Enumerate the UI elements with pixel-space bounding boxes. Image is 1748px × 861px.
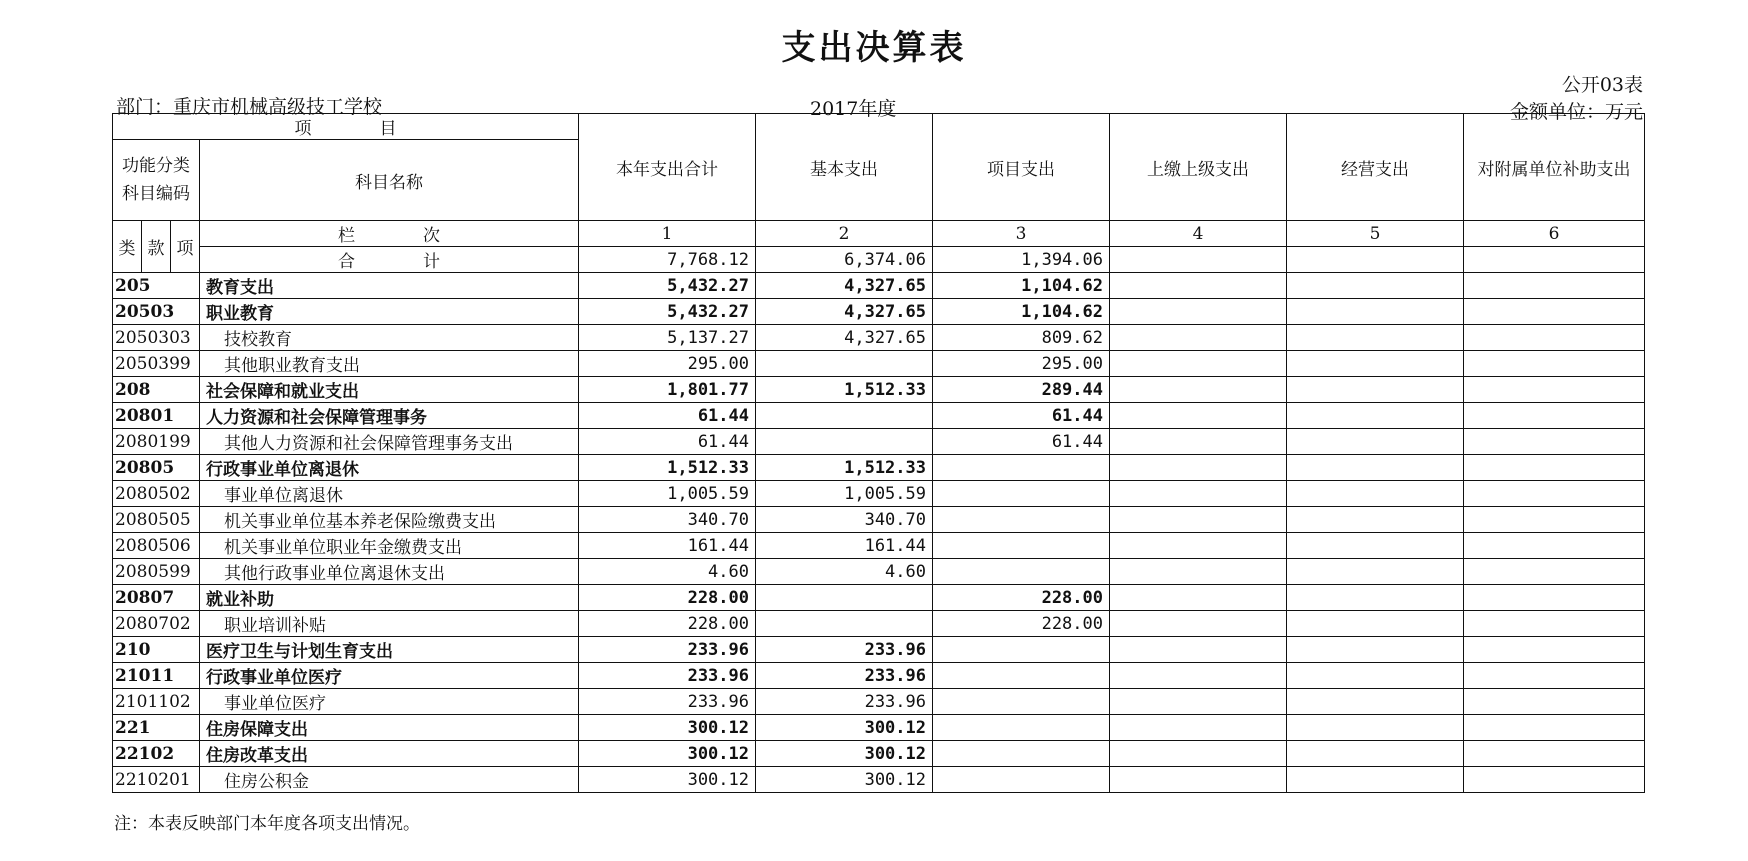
row-code: 2080506 — [113, 533, 200, 559]
row-business — [1287, 325, 1464, 351]
row-code: 2210201 — [113, 767, 200, 793]
row-business — [1287, 455, 1464, 481]
form-number: 公开03表 — [1561, 74, 1643, 96]
lei-header: 类 — [113, 221, 142, 273]
row-total: 340.70 — [579, 507, 756, 533]
row-total: 228.00 — [579, 611, 756, 637]
department-label: 部门：重庆市机械高级技工学校 — [116, 96, 383, 118]
row-total: 161.44 — [579, 533, 756, 559]
row-upper — [1110, 741, 1287, 767]
row-business — [1287, 533, 1464, 559]
row-subsidiary — [1464, 767, 1645, 793]
row-basic: 233.96 — [756, 637, 933, 663]
row-business — [1287, 611, 1464, 637]
row-code: 20805 — [113, 455, 200, 481]
row-subsidiary — [1464, 429, 1645, 455]
col-header-upper: 上缴上级支出 — [1110, 114, 1287, 221]
row-total: 1,801.77 — [579, 377, 756, 403]
row-code: 2080199 — [113, 429, 200, 455]
row-business — [1287, 663, 1464, 689]
row-business — [1287, 559, 1464, 585]
row-subsidiary — [1464, 663, 1645, 689]
col-num-5: 5 — [1287, 221, 1464, 247]
row-subsidiary — [1464, 637, 1645, 663]
lanci-header: 栏 次 — [200, 221, 579, 247]
row-code: 20801 — [113, 403, 200, 429]
row-business — [1287, 767, 1464, 793]
row-code: 2080702 — [113, 611, 200, 637]
row-upper — [1110, 637, 1287, 663]
row-name: 其他职业教育支出 — [200, 351, 579, 377]
row-total: 1,005.59 — [579, 481, 756, 507]
col-num-3: 3 — [933, 221, 1110, 247]
row-upper — [1110, 533, 1287, 559]
row-name: 住房保障支出 — [200, 715, 579, 741]
row-subsidiary — [1464, 403, 1645, 429]
total-upper — [1110, 247, 1287, 273]
row-name: 住房改革支出 — [200, 741, 579, 767]
table-row — [113, 325, 1645, 351]
row-code: 2080505 — [113, 507, 200, 533]
row-name: 其他行政事业单位离退休支出 — [200, 559, 579, 585]
row-name: 事业单位医疗 — [200, 689, 579, 715]
row-upper — [1110, 507, 1287, 533]
col-header-total: 本年支出合计 — [579, 114, 756, 221]
row-basic — [756, 611, 933, 637]
row-subsidiary — [1464, 377, 1645, 403]
row-upper — [1110, 715, 1287, 741]
row-subsidiary — [1464, 689, 1645, 715]
row-business — [1287, 273, 1464, 299]
table-row — [113, 481, 1645, 507]
row-basic — [756, 351, 933, 377]
table-row — [113, 559, 1645, 585]
row-subsidiary — [1464, 481, 1645, 507]
row-basic: 161.44 — [756, 533, 933, 559]
row-business — [1287, 403, 1464, 429]
col-num-4: 4 — [1110, 221, 1287, 247]
row-project — [933, 663, 1110, 689]
row-name: 职业教育 — [200, 299, 579, 325]
row-project: 228.00 — [933, 611, 1110, 637]
table-row — [113, 637, 1645, 663]
row-subsidiary — [1464, 585, 1645, 611]
row-subsidiary — [1464, 351, 1645, 377]
code-header-line1: 功能分类 — [122, 156, 190, 176]
row-business — [1287, 585, 1464, 611]
row-basic: 300.12 — [756, 715, 933, 741]
row-total: 5,432.27 — [579, 273, 756, 299]
col-header-basic: 基本支出 — [756, 114, 933, 221]
col-num-2: 2 — [756, 221, 933, 247]
row-project — [933, 689, 1110, 715]
row-upper — [1110, 767, 1287, 793]
row-project — [933, 715, 1110, 741]
row-name: 行政事业单位离退休 — [200, 455, 579, 481]
row-business — [1287, 299, 1464, 325]
year-label: 2017年度 — [810, 98, 897, 120]
row-code: 205 — [113, 273, 200, 299]
row-code: 2080599 — [113, 559, 200, 585]
row-project — [933, 507, 1110, 533]
row-upper — [1110, 481, 1287, 507]
row-basic: 4.60 — [756, 559, 933, 585]
row-upper — [1110, 585, 1287, 611]
expenditure-table — [112, 113, 1645, 793]
table-row — [113, 533, 1645, 559]
table-row — [113, 507, 1645, 533]
row-code: 208 — [113, 377, 200, 403]
total-business — [1287, 247, 1464, 273]
row-name: 职业培训补贴 — [200, 611, 579, 637]
item-header: 项 目 — [113, 114, 579, 140]
row-basic — [756, 403, 933, 429]
row-project: 61.44 — [933, 403, 1110, 429]
row-project — [933, 559, 1110, 585]
row-basic: 300.12 — [756, 767, 933, 793]
row-name: 社会保障和就业支出 — [200, 377, 579, 403]
table-row — [113, 689, 1645, 715]
row-total: 228.00 — [579, 585, 756, 611]
row-total: 300.12 — [579, 715, 756, 741]
row-subsidiary — [1464, 299, 1645, 325]
row-name: 事业单位离退休 — [200, 481, 579, 507]
row-project — [933, 533, 1110, 559]
row-project: 289.44 — [933, 377, 1110, 403]
row-code: 210 — [113, 637, 200, 663]
row-name: 教育支出 — [200, 273, 579, 299]
row-project: 228.00 — [933, 585, 1110, 611]
table-row — [113, 351, 1645, 377]
row-business — [1287, 377, 1464, 403]
kuan-header: 款 — [142, 221, 171, 273]
row-upper — [1110, 559, 1287, 585]
table-row — [113, 741, 1645, 767]
total-row — [113, 247, 1645, 273]
row-total: 61.44 — [579, 403, 756, 429]
footnote: 注：本表反映部门本年度各项支出情况。 — [114, 814, 420, 834]
row-subsidiary — [1464, 455, 1645, 481]
row-code: 22102 — [113, 741, 200, 767]
row-name: 行政事业单位医疗 — [200, 663, 579, 689]
col-header-business: 经营支出 — [1287, 114, 1464, 221]
total-project: 1,394.06 — [933, 247, 1110, 273]
row-subsidiary — [1464, 741, 1645, 767]
row-project — [933, 455, 1110, 481]
row-business — [1287, 481, 1464, 507]
col-num-1: 1 — [579, 221, 756, 247]
row-name: 其他人力资源和社会保障管理事务支出 — [200, 429, 579, 455]
row-project — [933, 767, 1110, 793]
amount-unit-label: 金额单位：万元 — [1509, 101, 1643, 123]
row-total: 5,432.27 — [579, 299, 756, 325]
row-business — [1287, 637, 1464, 663]
row-total: 1,512.33 — [579, 455, 756, 481]
table-row — [113, 377, 1645, 403]
row-project: 295.00 — [933, 351, 1110, 377]
row-business — [1287, 689, 1464, 715]
row-total: 5,137.27 — [579, 325, 756, 351]
row-project: 1,104.62 — [933, 299, 1110, 325]
table-row — [113, 403, 1645, 429]
row-total: 61.44 — [579, 429, 756, 455]
row-code: 2101102 — [113, 689, 200, 715]
total-basic: 6,374.06 — [756, 247, 933, 273]
table-row — [113, 455, 1645, 481]
total-subsidiary — [1464, 247, 1645, 273]
row-upper — [1110, 611, 1287, 637]
row-basic: 233.96 — [756, 663, 933, 689]
table-row — [113, 585, 1645, 611]
row-total: 300.12 — [579, 741, 756, 767]
code-header-line2: 科目编码 — [122, 184, 190, 204]
row-subsidiary — [1464, 611, 1645, 637]
row-basic: 300.12 — [756, 741, 933, 767]
row-name: 医疗卫生与计划生育支出 — [200, 637, 579, 663]
row-code: 20807 — [113, 585, 200, 611]
row-project — [933, 741, 1110, 767]
table-row — [113, 611, 1645, 637]
row-upper — [1110, 377, 1287, 403]
row-basic: 340.70 — [756, 507, 933, 533]
row-business — [1287, 429, 1464, 455]
col-num-6: 6 — [1464, 221, 1645, 247]
xiang-header: 项 — [171, 221, 200, 273]
table-row — [113, 767, 1645, 793]
row-code: 21011 — [113, 663, 200, 689]
row-basic: 4,327.65 — [756, 273, 933, 299]
row-project: 1,104.62 — [933, 273, 1110, 299]
row-project — [933, 637, 1110, 663]
row-business — [1287, 351, 1464, 377]
row-subsidiary — [1464, 273, 1645, 299]
row-name: 技校教育 — [200, 325, 579, 351]
header-row-item — [113, 114, 1645, 140]
row-name: 人力资源和社会保障管理事务 — [200, 403, 579, 429]
row-upper — [1110, 273, 1287, 299]
row-business — [1287, 715, 1464, 741]
row-basic: 233.96 — [756, 689, 933, 715]
row-upper — [1110, 403, 1287, 429]
row-upper — [1110, 663, 1287, 689]
row-total: 233.96 — [579, 689, 756, 715]
row-basic: 1,512.33 — [756, 377, 933, 403]
row-code: 2050303 — [113, 325, 200, 351]
row-business — [1287, 507, 1464, 533]
row-subsidiary — [1464, 715, 1645, 741]
table-row — [113, 299, 1645, 325]
row-basic: 1,512.33 — [756, 455, 933, 481]
row-project — [933, 481, 1110, 507]
row-upper — [1110, 325, 1287, 351]
row-subsidiary — [1464, 507, 1645, 533]
row-upper — [1110, 351, 1287, 377]
header-row-colnums — [113, 221, 1645, 247]
row-upper — [1110, 299, 1287, 325]
row-code: 221 — [113, 715, 200, 741]
row-basic: 1,005.59 — [756, 481, 933, 507]
col-header-project: 项目支出 — [933, 114, 1110, 221]
code-header — [113, 140, 200, 221]
row-name: 就业补助 — [200, 585, 579, 611]
row-total: 295.00 — [579, 351, 756, 377]
row-upper — [1110, 429, 1287, 455]
row-subsidiary — [1464, 325, 1645, 351]
row-basic — [756, 585, 933, 611]
row-total: 300.12 — [579, 767, 756, 793]
row-project: 809.62 — [933, 325, 1110, 351]
table-row — [113, 429, 1645, 455]
row-basic — [756, 429, 933, 455]
row-basic: 4,327.65 — [756, 325, 933, 351]
row-total: 233.96 — [579, 637, 756, 663]
row-project: 61.44 — [933, 429, 1110, 455]
table-row — [113, 273, 1645, 299]
row-subsidiary — [1464, 559, 1645, 585]
row-total: 233.96 — [579, 663, 756, 689]
heji-label: 合 计 — [200, 247, 579, 273]
row-code: 2080502 — [113, 481, 200, 507]
table-row — [113, 663, 1645, 689]
row-upper — [1110, 689, 1287, 715]
row-code: 2050399 — [113, 351, 200, 377]
total-total: 7,768.12 — [579, 247, 756, 273]
col-header-subsidiary: 对附属单位补助支出 — [1464, 114, 1645, 221]
row-code: 20503 — [113, 299, 200, 325]
row-basic: 4,327.65 — [756, 299, 933, 325]
row-upper — [1110, 455, 1287, 481]
table-row — [113, 715, 1645, 741]
row-name: 住房公积金 — [200, 767, 579, 793]
row-business — [1287, 741, 1464, 767]
name-header: 科目名称 — [200, 140, 579, 221]
row-total: 4.60 — [579, 559, 756, 585]
row-name: 机关事业单位职业年金缴费支出 — [200, 533, 579, 559]
page-title: 支出决算表 — [781, 28, 967, 68]
row-subsidiary — [1464, 533, 1645, 559]
row-name: 机关事业单位基本养老保险缴费支出 — [200, 507, 579, 533]
